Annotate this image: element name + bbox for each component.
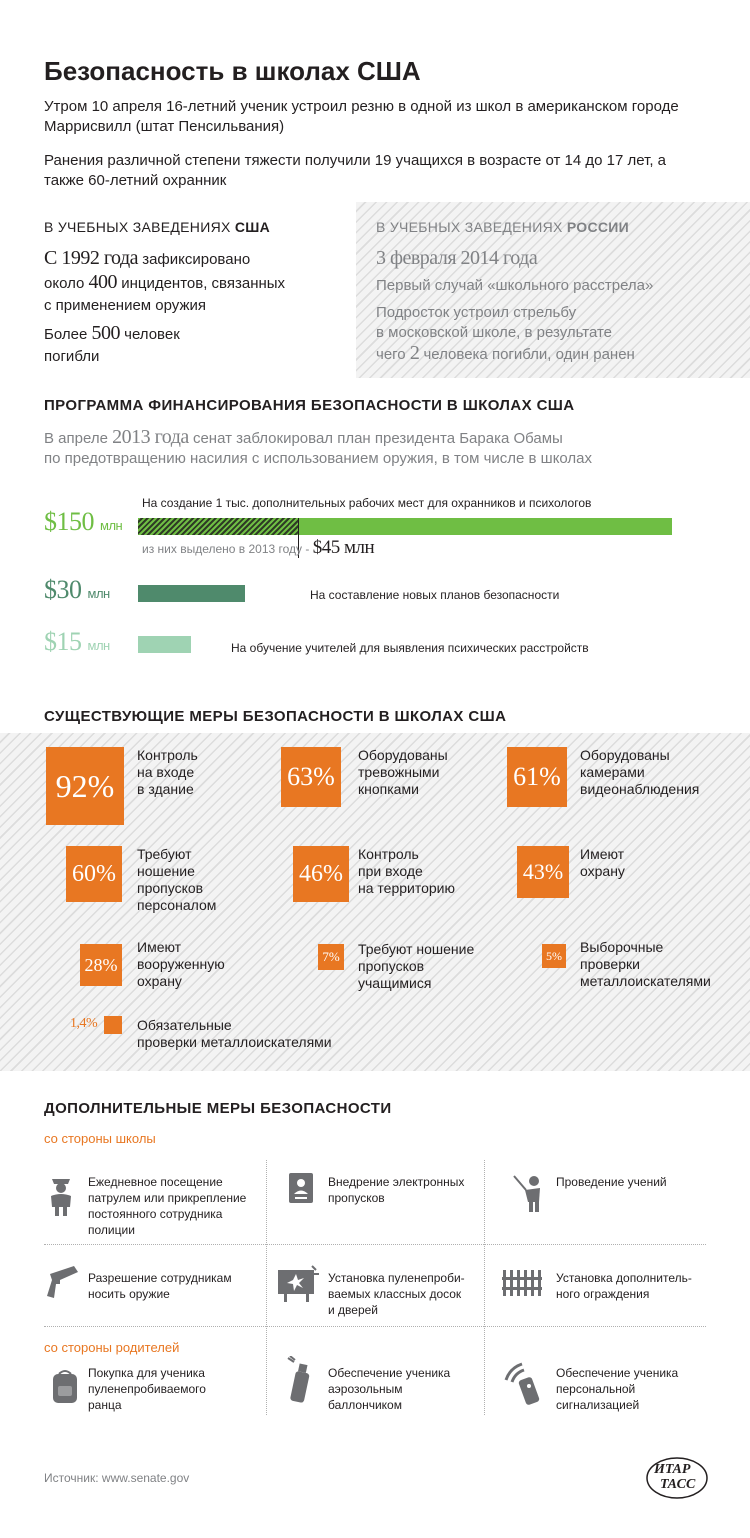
allocated-text: из них выделено в 2013 году - $45 млн [142,537,375,558]
additional-item-fence: Установка дополнитель- ного ограждения [556,1271,692,1301]
page-title: Безопасность в школах США [44,56,421,86]
measure-percent-label: 1,4% [70,1016,98,1031]
russia-description: Подросток устроил стрельбу в московской школе, в результате чего 2 человека погибли, один ранен [376,304,635,364]
russia-date: 3 февраля 2014 года [376,247,538,269]
russia-first-case: Первый случай «школьного расстрела» [376,277,654,294]
measure-description: Требуют ношение пропусков учащимися [358,941,475,991]
spray-can-icon [286,1356,316,1409]
intro-paragraph-1: Утром 10 апреля 16-летний ученик устроил резню в одной из школ в американском городе Маррисвилл (штат Пенсильвания) [44,98,679,135]
measure-description: Имеют вооруженную охрану [137,939,225,989]
measure-description: Выборочные проверки металлоискателями [580,939,711,989]
measure-percent-box: 61% [507,747,567,807]
additional-item-boards: Установка пуленепроби- ваемых классных досок и дверей [328,1271,465,1317]
funding-label-30: На составление новых планов безопасности [310,588,560,602]
divider [44,1244,706,1245]
additional-item-backpack: Покупка для ученика пуленепробиваемого ранца [88,1366,206,1412]
measure-percent-box: 28% [80,944,122,986]
additional-heading: ДОПОЛНИТЕЛЬНЫЕ МЕРЫ БЕЗОПАСНОСТИ [44,1100,392,1117]
measure-description: Контроль на входе в здание [137,747,198,797]
divider [266,1160,267,1415]
backpack-icon [50,1368,80,1409]
pistol-icon [46,1264,80,1305]
measure-description: Обязательные проверки металлоискателями [137,1017,332,1050]
funding-heading: ПРОГРАММА ФИНАНСИРОВАНИЯ БЕЗОПАСНОСТИ В ШКОЛАХ США [44,397,575,414]
alarm-device-icon [500,1358,542,1411]
school-subheading: со стороны школы [44,1131,156,1146]
additional-item-police: Ежедневное посещение патрулем или прикрепление постоянного сотрудника полиции [88,1175,247,1237]
measure-percent-box: 7% [318,944,344,970]
intro-paragraph-2: Ранения различной степени тяжести получили 19 учащихся в возрасте от 14 до 17 лет, а также 60-летний охранник [44,152,667,189]
measure-percent-box [104,1016,122,1034]
divider [484,1160,485,1415]
funding-amount-150: $150 млн [44,507,123,536]
teacher-pointer-icon [512,1172,546,1217]
police-officer-icon [48,1174,74,1221]
funding-label-150: На создание 1 тыс. дополнительных рабочих мест для охранников и психологов [142,496,592,510]
funding-bar-30 [138,585,245,602]
additional-item-weapons: Разрешение сотрудникам носить оружие [88,1271,232,1301]
measure-description: Оборудованы камерами видеонаблюдения [580,747,700,797]
bulletproof-board-icon [276,1264,320,1309]
usa-dead-text: Более 500 человек погибли [44,322,180,365]
funding-text: В апреле 2013 года сенат заблокировал план президента Барака Обамы по предотвращению насилия с использованием оружия, в том числе в школах [44,426,593,467]
additional-item-drills: Проведение учений [556,1175,667,1189]
measure-description: Требуют ношение пропусков персоналом [137,846,217,913]
source-text: Источник: www.senate.gov [44,1471,190,1485]
funding-label-15: На обучение учителей для выявления психических расстройств [231,641,589,655]
measure-description: Оборудованы тревожными кнопками [358,747,448,797]
funding-bar-allocated [138,518,298,535]
funding-bar-15 [138,636,191,653]
additional-item-spray: Обеспечение ученика аэрозольным баллончиком [328,1366,451,1412]
parents-subheading: со стороны родителей [44,1340,180,1355]
measures-heading: СУЩЕСТВУЮЩИЕ МЕРЫ БЕЗОПАСНОСТИ В ШКОЛАХ США [44,708,507,725]
funding-amount-15: $15 млн [44,627,110,656]
usa-incidents-text: С 1992 года зафиксировано около 400 инцидентов, связанных с применением оружия [44,247,286,314]
additional-item-alarm: Обеспечение ученика персональной сигнализацией [556,1366,679,1412]
id-card-icon [288,1172,314,1209]
measure-description: Имеют охрану [580,846,625,879]
itar-tass-logo: ИТАР ТАСС [646,1456,708,1500]
measure-percent-box: 60% [66,846,122,902]
measure-percent-box: 46% [293,846,349,902]
russia-heading: В УЧЕБНЫХ ЗАВЕДЕНИЯХ РОССИИ [376,219,630,235]
measure-percent-box: 92% [46,747,124,825]
divider [44,1326,706,1327]
measure-percent-box: 63% [281,747,341,807]
fence-icon [502,1268,542,1301]
measure-percent-box: 5% [542,944,566,968]
measure-description: Контроль при входе на территорию [358,846,455,896]
funding-amount-30: $30 млн [44,575,110,604]
additional-item-passes: Внедрение электронных пропусков [328,1175,465,1205]
usa-heading: В УЧЕБНЫХ ЗАВЕДЕНИЯХ США [44,219,271,235]
measure-percent-box: 43% [517,846,569,898]
